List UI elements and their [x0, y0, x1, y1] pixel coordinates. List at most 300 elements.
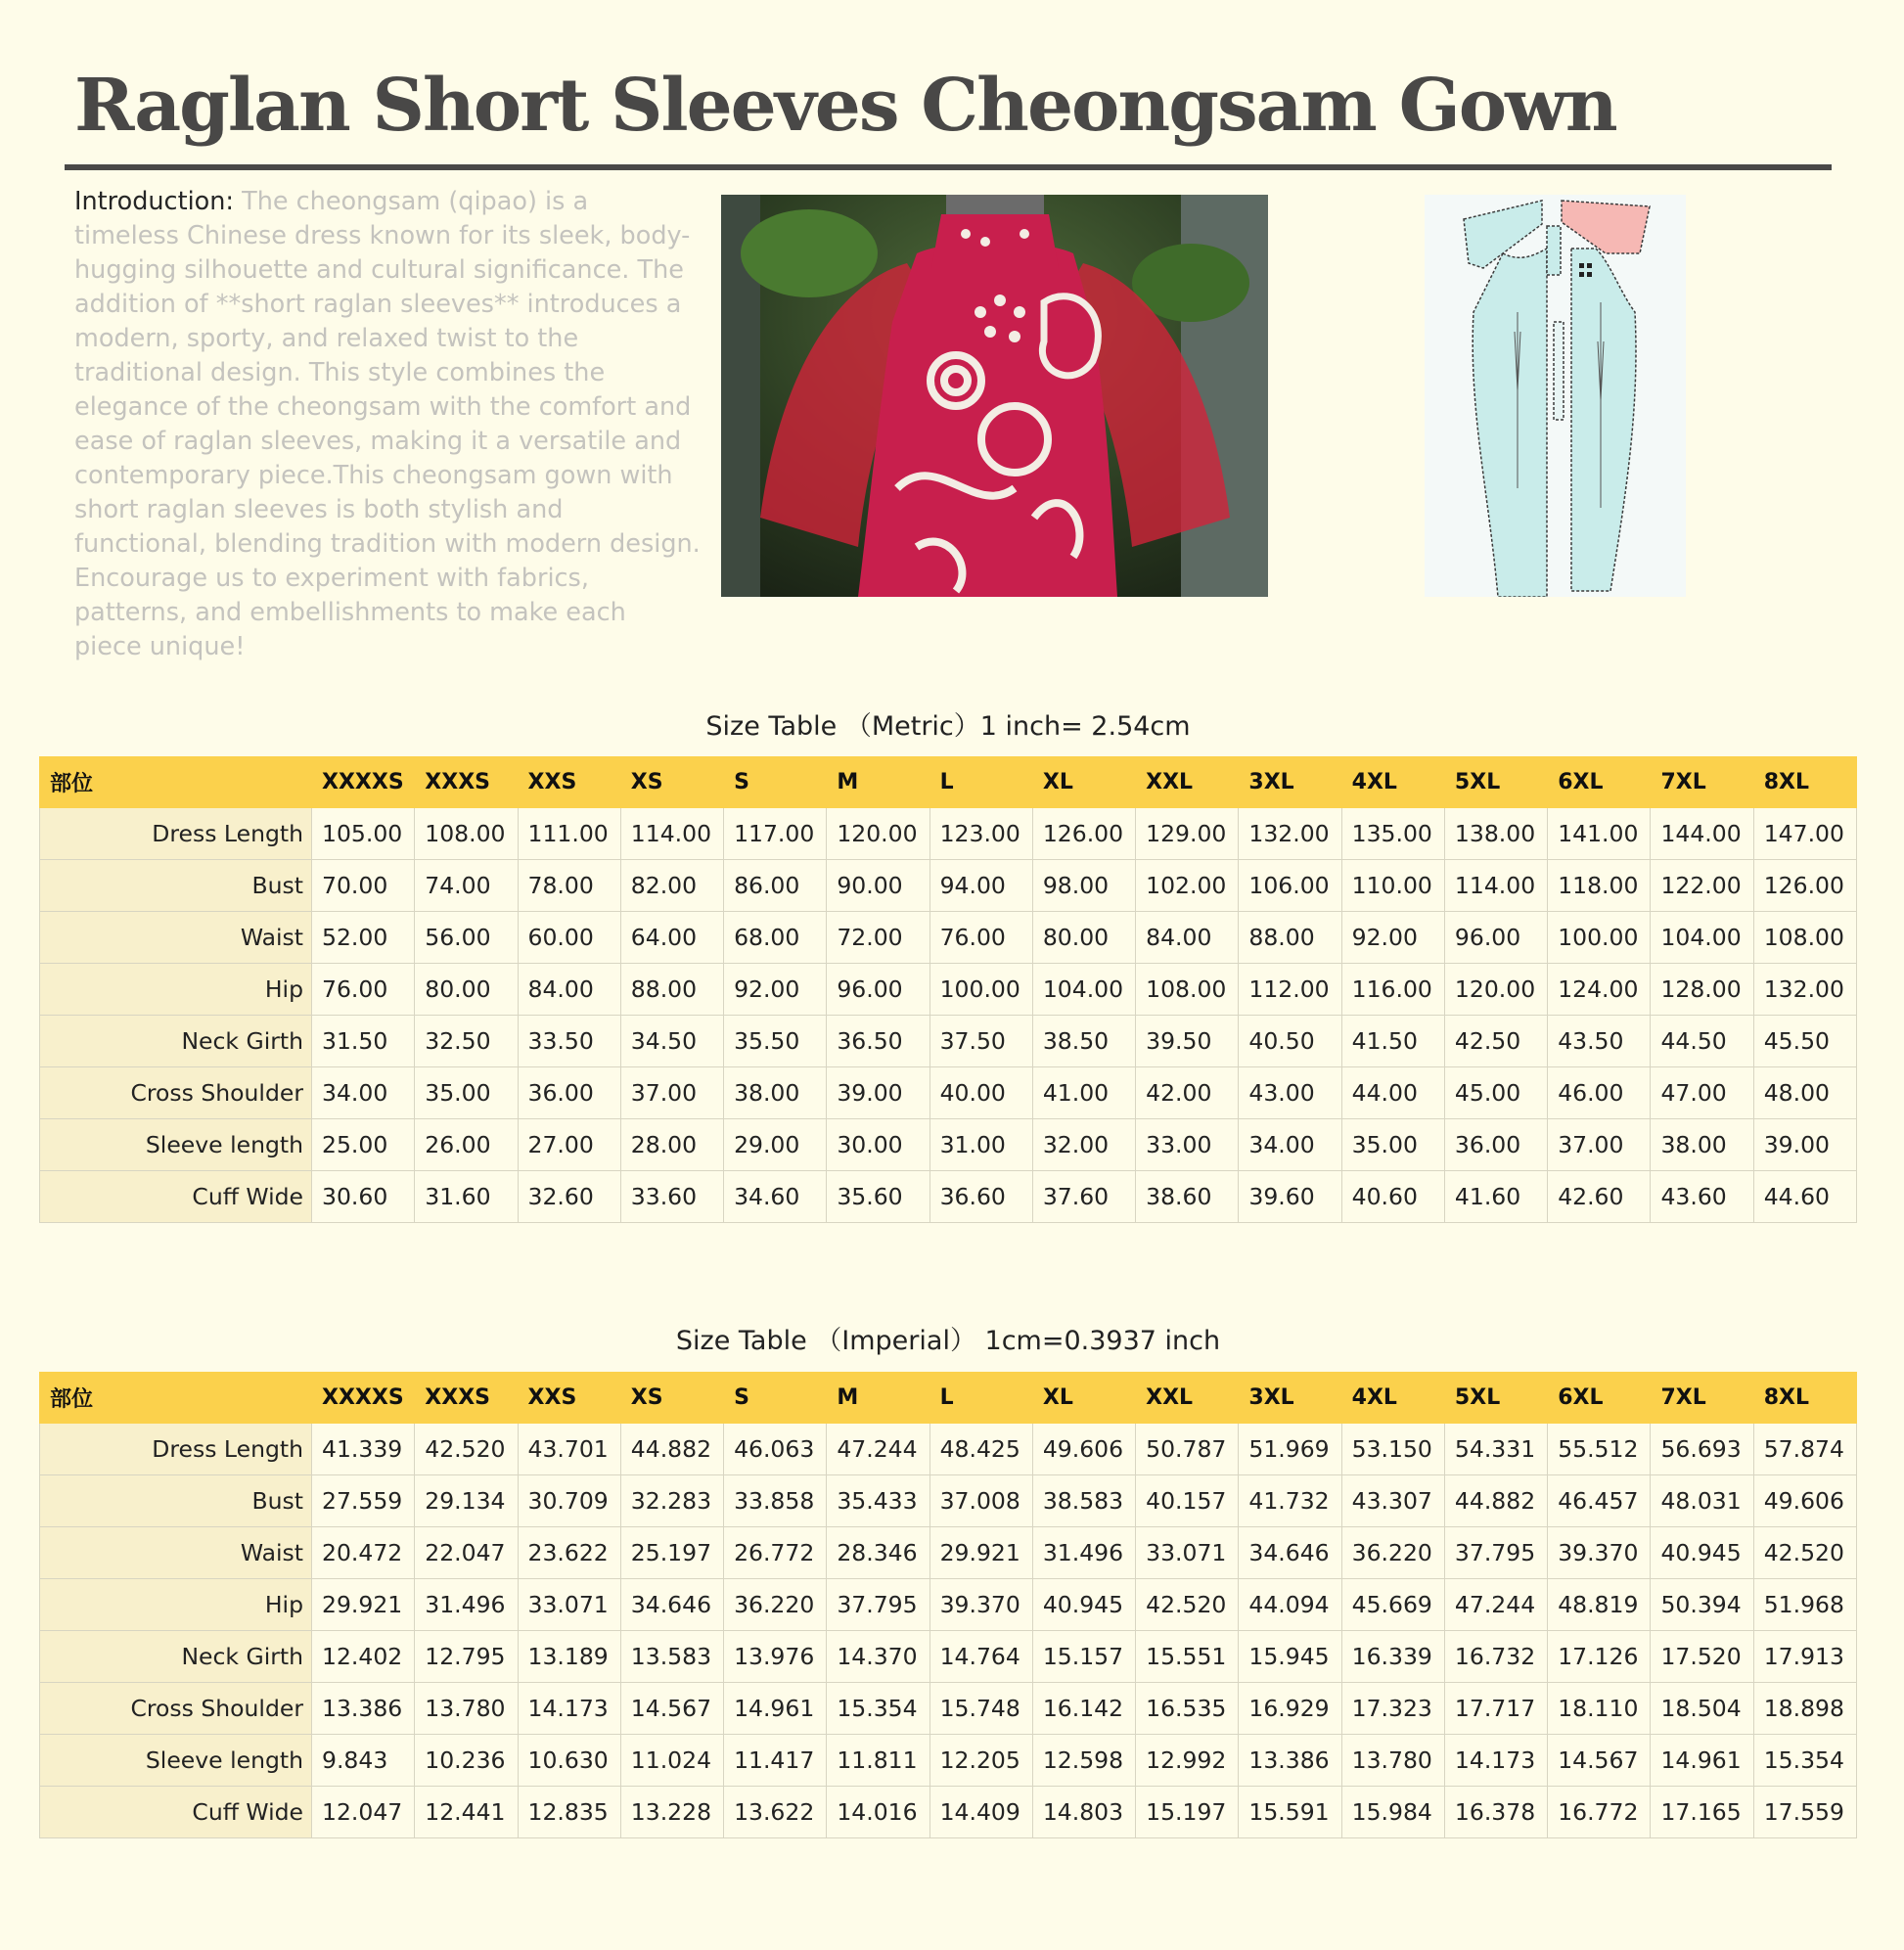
- table-row: [40, 1171, 1857, 1223]
- table-row: [40, 1067, 1857, 1119]
- product-photo: [721, 195, 1268, 597]
- table-cell: 15.197: [1136, 1787, 1239, 1838]
- table-cell: 17.126: [1548, 1631, 1651, 1683]
- table-cell: 38.583: [1032, 1475, 1135, 1527]
- table-cell: 33.071: [518, 1579, 620, 1631]
- row-label: Waist: [40, 912, 312, 964]
- table-cell: 38.50: [1032, 1016, 1135, 1067]
- size-header-4xl: 4XL: [1341, 1373, 1444, 1424]
- table-cell: 41.00: [1032, 1067, 1135, 1119]
- table-cell: 31.50: [312, 1016, 415, 1067]
- table-cell: 82.00: [620, 860, 723, 912]
- table-cell: 104.00: [1651, 912, 1753, 964]
- table-cell: 60.00: [518, 912, 620, 964]
- table-cell: 84.00: [1136, 912, 1239, 964]
- size-header-xxxxs: XXXXS: [312, 1373, 415, 1424]
- size-header-7xl: 7XL: [1651, 1373, 1753, 1424]
- size-header-5xl: 5XL: [1444, 1373, 1547, 1424]
- table-cell: 132.00: [1239, 808, 1341, 860]
- table-cell: 12.047: [312, 1787, 415, 1838]
- table-cell: 94.00: [929, 860, 1032, 912]
- table-cell: 25.00: [312, 1119, 415, 1171]
- table-cell: 40.945: [1651, 1527, 1753, 1579]
- table-cell: 15.748: [929, 1683, 1032, 1735]
- size-header-xxxxs: XXXXS: [312, 757, 415, 808]
- table-cell: 38.60: [1136, 1171, 1239, 1223]
- table-cell: 76.00: [929, 912, 1032, 964]
- table-cell: 53.150: [1341, 1424, 1444, 1475]
- table-cell: 39.370: [1548, 1527, 1651, 1579]
- table-cell: 42.520: [415, 1424, 518, 1475]
- table-cell: 78.00: [518, 860, 620, 912]
- table-cell: 44.882: [1444, 1475, 1547, 1527]
- table-cell: 16.142: [1032, 1683, 1135, 1735]
- table-cell: 49.606: [1032, 1424, 1135, 1475]
- table-cell: 108.00: [1753, 912, 1856, 964]
- table-cell: 11.811: [827, 1735, 929, 1787]
- table-cell: 15.354: [1753, 1735, 1856, 1787]
- table-cell: 35.50: [724, 1016, 827, 1067]
- row-label: Hip: [40, 1579, 312, 1631]
- table-cell: 41.50: [1341, 1016, 1444, 1067]
- size-header-xxxs: XXXS: [415, 1373, 518, 1424]
- table-cell: 43.307: [1341, 1475, 1444, 1527]
- table-cell: 41.732: [1239, 1475, 1341, 1527]
- table-row: [40, 1475, 1857, 1527]
- table-cell: 33.858: [724, 1475, 827, 1527]
- table-cell: 39.00: [1753, 1119, 1856, 1171]
- table-cell: 36.00: [1444, 1119, 1547, 1171]
- size-header-5xl: 5XL: [1444, 757, 1547, 808]
- table-cell: 37.00: [620, 1067, 723, 1119]
- table-cell: 51.968: [1753, 1579, 1856, 1631]
- table-cell: 114.00: [1444, 860, 1547, 912]
- table-cell: 38.00: [1651, 1119, 1753, 1171]
- table-cell: 37.795: [827, 1579, 929, 1631]
- imperial-header-row: [40, 1373, 1857, 1424]
- table-cell: 44.50: [1651, 1016, 1753, 1067]
- table-cell: 12.205: [929, 1735, 1032, 1787]
- table-cell: 13.622: [724, 1787, 827, 1838]
- table-cell: 36.220: [724, 1579, 827, 1631]
- table-cell: 100.00: [929, 964, 1032, 1016]
- table-cell: 28.346: [827, 1527, 929, 1579]
- table-cell: 37.795: [1444, 1527, 1547, 1579]
- table-cell: 92.00: [1341, 912, 1444, 964]
- table-cell: 129.00: [1136, 808, 1239, 860]
- metric-corner-header: 部位: [40, 757, 312, 808]
- size-header-s: S: [724, 1373, 827, 1424]
- table-cell: 138.00: [1444, 808, 1547, 860]
- row-label: Hip: [40, 964, 312, 1016]
- table-cell: 37.60: [1032, 1171, 1135, 1223]
- table-cell: 108.00: [415, 808, 518, 860]
- metric-table-title: Size Table （Metric）1 inch= 2.54cm: [705, 711, 1191, 742]
- table-cell: 16.535: [1136, 1683, 1239, 1735]
- table-cell: 48.00: [1753, 1067, 1856, 1119]
- table-cell: 122.00: [1651, 860, 1753, 912]
- introduction-text: The cheongsam (qipao) is a timeless Chinese dress known for its sleek, body-hugging silhouette and cultural significance. The addition of **short raglan sleeves** introduces a modern, sporty, and relaxed twist to the traditional design. This style combines the elegance of the cheongsam with the comfort and ease of raglan sleeves, making it a versatile and contemporary piece.This cheongsam gown with short raglan sleeves is both stylish and functional, blending tradition with modern design. Encourage us to experiment with fabrics, patterns, and embellishments to make each piece unique!: [74, 187, 701, 661]
- table-cell: 45.50: [1753, 1016, 1856, 1067]
- table-cell: 36.50: [827, 1016, 929, 1067]
- table-cell: 32.00: [1032, 1119, 1135, 1171]
- table-cell: 17.913: [1753, 1631, 1856, 1683]
- row-label: Dress Length: [40, 808, 312, 860]
- table-cell: 34.60: [724, 1171, 827, 1223]
- table-cell: 37.50: [929, 1016, 1032, 1067]
- table-cell: 37.008: [929, 1475, 1032, 1527]
- table-cell: 43.00: [1239, 1067, 1341, 1119]
- table-cell: 123.00: [929, 808, 1032, 860]
- table-cell: 13.228: [620, 1787, 723, 1838]
- table-row: [40, 1735, 1857, 1787]
- table-cell: 102.00: [1136, 860, 1239, 912]
- table-cell: 92.00: [724, 964, 827, 1016]
- imperial-size-table: [39, 1372, 1857, 1838]
- table-cell: 14.370: [827, 1631, 929, 1683]
- table-cell: 117.00: [724, 808, 827, 860]
- table-cell: 48.819: [1548, 1579, 1651, 1631]
- table-cell: 13.976: [724, 1631, 827, 1683]
- table-row: [40, 1424, 1857, 1475]
- size-header-xl: XL: [1032, 1373, 1135, 1424]
- table-cell: 88.00: [1239, 912, 1341, 964]
- size-header-3xl: 3XL: [1239, 757, 1341, 808]
- table-cell: 80.00: [415, 964, 518, 1016]
- table-cell: 15.984: [1341, 1787, 1444, 1838]
- table-cell: 46.063: [724, 1424, 827, 1475]
- size-header-xxs: XXS: [518, 1373, 620, 1424]
- table-cell: 26.772: [724, 1527, 827, 1579]
- table-cell: 12.835: [518, 1787, 620, 1838]
- table-cell: 47.244: [827, 1424, 929, 1475]
- table-cell: 42.60: [1548, 1171, 1651, 1223]
- table-row: [40, 1579, 1857, 1631]
- table-cell: 31.60: [415, 1171, 518, 1223]
- table-cell: 30.60: [312, 1171, 415, 1223]
- table-cell: 41.60: [1444, 1171, 1547, 1223]
- table-cell: 126.00: [1753, 860, 1856, 912]
- table-cell: 52.00: [312, 912, 415, 964]
- table-cell: 135.00: [1341, 808, 1444, 860]
- table-cell: 35.60: [827, 1171, 929, 1223]
- table-cell: 16.732: [1444, 1631, 1547, 1683]
- table-cell: 56.00: [415, 912, 518, 964]
- table-cell: 33.071: [1136, 1527, 1239, 1579]
- table-cell: 45.00: [1444, 1067, 1547, 1119]
- size-header-xl: XL: [1032, 757, 1135, 808]
- table-cell: 32.283: [620, 1475, 723, 1527]
- table-cell: 128.00: [1651, 964, 1753, 1016]
- table-cell: 13.780: [1341, 1735, 1444, 1787]
- table-cell: 12.402: [312, 1631, 415, 1683]
- table-cell: 17.520: [1651, 1631, 1753, 1683]
- table-cell: 10.630: [518, 1735, 620, 1787]
- table-cell: 31.496: [1032, 1527, 1135, 1579]
- row-label: Sleeve length: [40, 1735, 312, 1787]
- title-divider: [65, 164, 1832, 170]
- table-cell: 110.00: [1341, 860, 1444, 912]
- table-cell: 16.772: [1548, 1787, 1651, 1838]
- table-cell: 32.50: [415, 1016, 518, 1067]
- imperial-corner-header: 部位: [40, 1373, 312, 1424]
- table-cell: 40.60: [1341, 1171, 1444, 1223]
- table-cell: 20.472: [312, 1527, 415, 1579]
- table-cell: 144.00: [1651, 808, 1753, 860]
- table-cell: 80.00: [1032, 912, 1135, 964]
- table-cell: 14.567: [620, 1683, 723, 1735]
- table-cell: 40.157: [1136, 1475, 1239, 1527]
- table-row: [40, 912, 1857, 964]
- row-label: Neck Girth: [40, 1016, 312, 1067]
- table-cell: 27.559: [312, 1475, 415, 1527]
- metric-size-table: [39, 756, 1857, 1223]
- table-cell: 15.591: [1239, 1787, 1341, 1838]
- table-cell: 17.559: [1753, 1787, 1856, 1838]
- table-cell: 35.00: [1341, 1119, 1444, 1171]
- table-cell: 12.795: [415, 1631, 518, 1683]
- table-cell: 13.386: [312, 1683, 415, 1735]
- sewing-pattern-diagram: [1425, 195, 1686, 597]
- size-header-l: L: [929, 757, 1032, 808]
- row-label: Cuff Wide: [40, 1171, 312, 1223]
- table-cell: 124.00: [1548, 964, 1651, 1016]
- table-cell: 42.520: [1136, 1579, 1239, 1631]
- size-header-8xl: 8XL: [1753, 1373, 1856, 1424]
- table-cell: 15.551: [1136, 1631, 1239, 1683]
- table-row: [40, 808, 1857, 860]
- table-cell: 90.00: [827, 860, 929, 912]
- table-cell: 114.00: [620, 808, 723, 860]
- table-cell: 15.945: [1239, 1631, 1341, 1683]
- table-cell: 18.504: [1651, 1683, 1753, 1735]
- table-cell: 120.00: [1444, 964, 1547, 1016]
- table-row: [40, 1683, 1857, 1735]
- pattern-pieces-illustration: [1425, 195, 1686, 597]
- table-cell: 120.00: [827, 808, 929, 860]
- table-cell: 23.622: [518, 1527, 620, 1579]
- table-cell: 49.606: [1753, 1475, 1856, 1527]
- table-cell: 44.00: [1341, 1067, 1444, 1119]
- table-cell: 36.220: [1341, 1527, 1444, 1579]
- table-cell: 44.60: [1753, 1171, 1856, 1223]
- table-cell: 14.961: [724, 1683, 827, 1735]
- size-header-xs: XS: [620, 757, 723, 808]
- table-cell: 16.378: [1444, 1787, 1547, 1838]
- table-cell: 74.00: [415, 860, 518, 912]
- table-row: [40, 1527, 1857, 1579]
- table-cell: 37.00: [1548, 1119, 1651, 1171]
- size-header-xxs: XXS: [518, 757, 620, 808]
- table-cell: 14.803: [1032, 1787, 1135, 1838]
- table-cell: 100.00: [1548, 912, 1651, 964]
- table-cell: 43.701: [518, 1424, 620, 1475]
- imperial-table-title: Size Table （Imperial） 1cm=0.3937 inch: [675, 1326, 1221, 1356]
- row-label: Waist: [40, 1527, 312, 1579]
- table-cell: 12.992: [1136, 1735, 1239, 1787]
- size-header-6xl: 6XL: [1548, 757, 1651, 808]
- table-cell: 51.969: [1239, 1424, 1341, 1475]
- table-cell: 44.882: [620, 1424, 723, 1475]
- row-label: Bust: [40, 1475, 312, 1527]
- table-cell: 18.898: [1753, 1683, 1856, 1735]
- table-cell: 11.024: [620, 1735, 723, 1787]
- table-cell: 17.165: [1651, 1787, 1753, 1838]
- table-cell: 46.00: [1548, 1067, 1651, 1119]
- table-cell: 108.00: [1136, 964, 1239, 1016]
- table-cell: 33.50: [518, 1016, 620, 1067]
- table-cell: 98.00: [1032, 860, 1135, 912]
- table-cell: 13.780: [415, 1683, 518, 1735]
- table-row: [40, 1631, 1857, 1683]
- table-cell: 50.787: [1136, 1424, 1239, 1475]
- table-cell: 11.417: [724, 1735, 827, 1787]
- table-cell: 12.598: [1032, 1735, 1135, 1787]
- table-cell: 48.031: [1651, 1475, 1753, 1527]
- table-cell: 12.441: [415, 1787, 518, 1838]
- table-cell: 126.00: [1032, 808, 1135, 860]
- table-cell: 70.00: [312, 860, 415, 912]
- table-cell: 39.00: [827, 1067, 929, 1119]
- table-cell: 40.50: [1239, 1016, 1341, 1067]
- table-cell: 16.339: [1341, 1631, 1444, 1683]
- size-header-m: M: [827, 1373, 929, 1424]
- table-cell: 44.094: [1239, 1579, 1341, 1631]
- table-cell: 27.00: [518, 1119, 620, 1171]
- size-header-8xl: 8XL: [1753, 757, 1856, 808]
- size-header-xxl: XXL: [1136, 757, 1239, 808]
- table-cell: 14.567: [1548, 1735, 1651, 1787]
- table-cell: 50.394: [1651, 1579, 1753, 1631]
- table-cell: 72.00: [827, 912, 929, 964]
- table-cell: 28.00: [620, 1119, 723, 1171]
- table-cell: 13.386: [1239, 1735, 1341, 1787]
- table-cell: 42.50: [1444, 1016, 1547, 1067]
- table-cell: 35.00: [415, 1067, 518, 1119]
- dress-form-illustration: [721, 195, 1268, 597]
- table-row: [40, 860, 1857, 912]
- table-cell: 36.60: [929, 1171, 1032, 1223]
- table-cell: 76.00: [312, 964, 415, 1016]
- table-cell: 84.00: [518, 964, 620, 1016]
- size-header-xxxs: XXXS: [415, 757, 518, 808]
- table-cell: 47.244: [1444, 1579, 1547, 1631]
- table-cell: 18.110: [1548, 1683, 1651, 1735]
- size-header-l: L: [929, 1373, 1032, 1424]
- table-cell: 31.496: [415, 1579, 518, 1631]
- size-header-m: M: [827, 757, 929, 808]
- table-cell: 22.047: [415, 1527, 518, 1579]
- table-cell: 116.00: [1341, 964, 1444, 1016]
- table-row: [40, 1016, 1857, 1067]
- table-cell: 104.00: [1032, 964, 1135, 1016]
- table-cell: 55.512: [1548, 1424, 1651, 1475]
- page-title: Raglan Short Sleeves Cheongsam Gown: [74, 64, 1616, 148]
- table-cell: 39.370: [929, 1579, 1032, 1631]
- table-cell: 34.646: [620, 1579, 723, 1631]
- introduction: [74, 185, 701, 664]
- row-label: Cuff Wide: [40, 1787, 312, 1838]
- table-row: [40, 1787, 1857, 1838]
- table-cell: 42.520: [1753, 1527, 1856, 1579]
- size-header-xxl: XXL: [1136, 1373, 1239, 1424]
- table-cell: 35.433: [827, 1475, 929, 1527]
- size-header-xs: XS: [620, 1373, 723, 1424]
- table-cell: 13.189: [518, 1631, 620, 1683]
- table-cell: 17.717: [1444, 1683, 1547, 1735]
- table-cell: 34.00: [1239, 1119, 1341, 1171]
- table-cell: 9.843: [312, 1735, 415, 1787]
- table-cell: 43.50: [1548, 1016, 1651, 1067]
- table-cell: 16.929: [1239, 1683, 1341, 1735]
- table-cell: 40.945: [1032, 1579, 1135, 1631]
- table-cell: 15.157: [1032, 1631, 1135, 1683]
- row-label: Cross Shoulder: [40, 1067, 312, 1119]
- table-row: [40, 964, 1857, 1016]
- table-cell: 86.00: [724, 860, 827, 912]
- table-cell: 45.669: [1341, 1579, 1444, 1631]
- size-header-s: S: [724, 757, 827, 808]
- table-cell: 112.00: [1239, 964, 1341, 1016]
- table-cell: 147.00: [1753, 808, 1856, 860]
- table-cell: 30.00: [827, 1119, 929, 1171]
- table-cell: 34.50: [620, 1016, 723, 1067]
- row-label: Neck Girth: [40, 1631, 312, 1683]
- introduction-label: Introduction:: [74, 187, 235, 216]
- table-cell: 29.134: [415, 1475, 518, 1527]
- table-cell: 43.60: [1651, 1171, 1753, 1223]
- table-cell: 68.00: [724, 912, 827, 964]
- table-cell: 26.00: [415, 1119, 518, 1171]
- size-header-4xl: 4XL: [1341, 757, 1444, 808]
- size-header-6xl: 6XL: [1548, 1373, 1651, 1424]
- table-cell: 30.709: [518, 1475, 620, 1527]
- table-cell: 13.583: [620, 1631, 723, 1683]
- table-cell: 96.00: [827, 964, 929, 1016]
- table-cell: 40.00: [929, 1067, 1032, 1119]
- row-label: Cross Shoulder: [40, 1683, 312, 1735]
- table-cell: 14.764: [929, 1631, 1032, 1683]
- table-cell: 34.646: [1239, 1527, 1341, 1579]
- table-cell: 14.173: [1444, 1735, 1547, 1787]
- table-cell: 118.00: [1548, 860, 1651, 912]
- table-cell: 47.00: [1651, 1067, 1753, 1119]
- table-cell: 14.961: [1651, 1735, 1753, 1787]
- table-cell: 33.00: [1136, 1119, 1239, 1171]
- row-label: Sleeve length: [40, 1119, 312, 1171]
- table-cell: 33.60: [620, 1171, 723, 1223]
- row-label: Bust: [40, 860, 312, 912]
- table-cell: 57.874: [1753, 1424, 1856, 1475]
- table-cell: 96.00: [1444, 912, 1547, 964]
- table-cell: 41.339: [312, 1424, 415, 1475]
- table-cell: 88.00: [620, 964, 723, 1016]
- table-cell: 29.921: [312, 1579, 415, 1631]
- table-cell: 39.60: [1239, 1171, 1341, 1223]
- table-cell: 46.457: [1548, 1475, 1651, 1527]
- row-label: Dress Length: [40, 1424, 312, 1475]
- size-header-3xl: 3XL: [1239, 1373, 1341, 1424]
- size-header-7xl: 7XL: [1651, 757, 1753, 808]
- metric-header-row: [40, 757, 1857, 808]
- table-cell: 111.00: [518, 808, 620, 860]
- table-cell: 25.197: [620, 1527, 723, 1579]
- table-cell: 34.00: [312, 1067, 415, 1119]
- table-cell: 14.016: [827, 1787, 929, 1838]
- table-cell: 32.60: [518, 1171, 620, 1223]
- table-cell: 64.00: [620, 912, 723, 964]
- table-cell: 56.693: [1651, 1424, 1753, 1475]
